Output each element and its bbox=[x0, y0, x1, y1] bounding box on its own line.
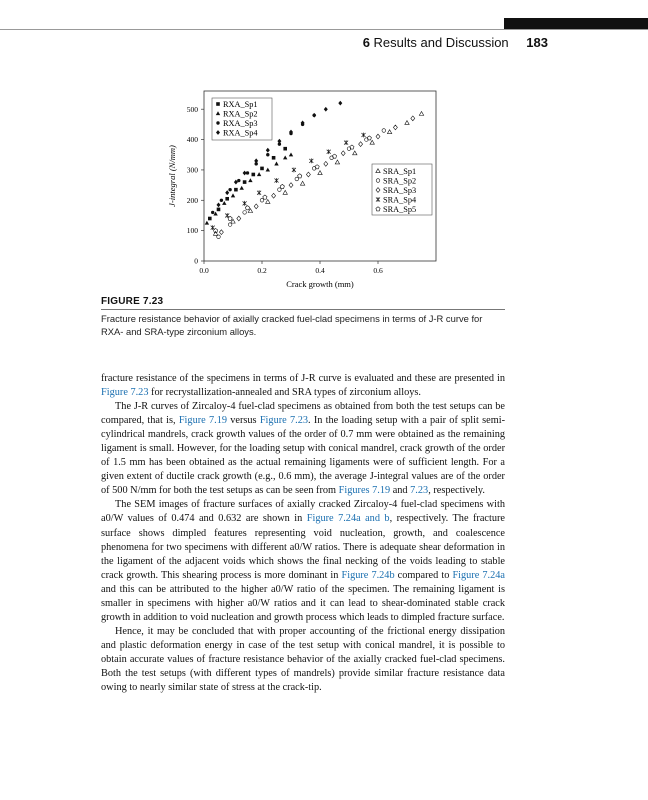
data-point bbox=[243, 201, 247, 206]
legend-entry-label: RXA_Sp4 bbox=[223, 128, 258, 138]
data-point bbox=[370, 140, 374, 144]
data-point bbox=[266, 153, 269, 156]
legend-entry-label: SRA_Sp3 bbox=[383, 185, 417, 195]
jr-curve-chart bbox=[140, 88, 450, 293]
data-point bbox=[306, 172, 310, 177]
data-point bbox=[248, 178, 252, 182]
paragraph-1 bbox=[101, 372, 505, 400]
data-point bbox=[283, 147, 287, 151]
figure-label: FIGURE 7.23 bbox=[101, 296, 164, 307]
data-point bbox=[289, 183, 293, 188]
data-point bbox=[324, 107, 328, 112]
data-point bbox=[411, 116, 415, 121]
data-point bbox=[289, 152, 293, 156]
legend-marker bbox=[216, 121, 219, 124]
legend-entry-label: RXA_Sp2 bbox=[223, 109, 258, 119]
data-point bbox=[335, 160, 339, 164]
figure-link[interactable]: Figure 7.23 bbox=[101, 387, 149, 399]
legend-sra bbox=[372, 164, 432, 215]
y-tick-label: 200 bbox=[186, 195, 198, 205]
data-point bbox=[240, 186, 244, 190]
text-run: and bbox=[390, 485, 411, 497]
figure-link[interactable]: Figure 7.24a and b bbox=[306, 513, 390, 525]
data-point bbox=[254, 158, 258, 163]
legend-marker bbox=[216, 102, 220, 106]
figure-link[interactable]: Figure 7.19 bbox=[178, 415, 227, 427]
y-tick-label: 500 bbox=[186, 104, 198, 114]
legend-entry-label: SRA_Sp4 bbox=[383, 195, 417, 205]
page-number: 183 bbox=[526, 35, 548, 50]
data-point bbox=[350, 145, 354, 149]
data-point bbox=[266, 148, 270, 153]
data-point bbox=[338, 101, 342, 106]
data-point bbox=[217, 208, 221, 212]
data-point bbox=[234, 188, 238, 192]
figure-link[interactable]: Figure 7.24a bbox=[452, 569, 505, 581]
data-point bbox=[419, 111, 423, 115]
data-point bbox=[219, 230, 223, 235]
y-axis-label: J-integral (N/mm) bbox=[167, 145, 177, 207]
data-point bbox=[272, 193, 276, 198]
figure-link[interactable]: 7.23 bbox=[410, 485, 429, 497]
data-point bbox=[254, 204, 258, 209]
data-point bbox=[225, 197, 229, 201]
data-point bbox=[318, 171, 322, 175]
x-tick-label: 0.2 bbox=[257, 266, 267, 275]
data-point bbox=[217, 235, 221, 239]
legend-entry-label: RXA_Sp1 bbox=[223, 99, 258, 109]
text-run: fracture resistance of the specimens in terms of J-R curve is evaluated and these are presented in bbox=[101, 373, 505, 384]
y-tick-label: 300 bbox=[186, 165, 198, 175]
y-tick-label: 400 bbox=[186, 135, 198, 145]
data-point bbox=[237, 216, 241, 221]
text-run: The J-R curves of Zircaloy-4 fuel-clad specimens as obtained from both the test setups can be compared, that is, bbox=[101, 401, 505, 427]
y-tick-label: 100 bbox=[186, 226, 198, 236]
body-text bbox=[101, 372, 505, 695]
data-point bbox=[205, 221, 209, 225]
data-point bbox=[327, 149, 331, 154]
data-point bbox=[300, 181, 304, 185]
data-point bbox=[393, 125, 397, 130]
figure-caption: Fracture resistance behavior of axially cracked fuel-clad specimens in terms of J-R curve for RXA- and SRA-type zirconium alloys. bbox=[101, 313, 483, 337]
legend-rxa bbox=[212, 98, 272, 140]
data-point bbox=[315, 165, 319, 169]
x-tick-label: 0.6 bbox=[373, 266, 383, 275]
x-tick-label: 0.0 bbox=[199, 266, 209, 275]
text-run: , respectively. bbox=[428, 485, 485, 497]
data-point bbox=[245, 206, 249, 210]
data-point bbox=[283, 190, 287, 194]
figure-rule bbox=[101, 309, 505, 310]
text-run: , respectively. The fracture surface shows dimpled features representing void nucleation, growth, and coalescence phenomena for two specimens with different a0/W ratios. There is adequate shear deformation in the ligament of the adjacent voids which shows the final necking of the voids leading to stable crack growth. This shearing process is more dominant in bbox=[101, 513, 505, 581]
running-header bbox=[0, 35, 548, 50]
data-point bbox=[257, 172, 261, 176]
paragraph-2 bbox=[101, 400, 505, 498]
x-tick-label: 0.4 bbox=[315, 266, 325, 275]
data-point bbox=[208, 217, 212, 221]
data-point bbox=[275, 178, 279, 183]
data-point bbox=[341, 151, 345, 156]
text-run: The SEM images of fracture surfaces of axially cracked Zircaloy-4 fuel-clad specimens with a0/W values of 0.474 and 0.632 are shown in bbox=[101, 499, 505, 525]
text-run: versus bbox=[227, 415, 260, 427]
figure-link[interactable]: Figure 7.24b bbox=[341, 569, 395, 581]
data-point bbox=[257, 190, 261, 195]
text-run: for recrystallization-annealed and SRA types of zirconium alloys. bbox=[148, 387, 421, 399]
legend-entry-label: SRA_Sp2 bbox=[383, 176, 417, 186]
data-point bbox=[344, 140, 348, 145]
data-point bbox=[231, 193, 235, 197]
data-point bbox=[359, 142, 363, 147]
text-run: and this can be attributed to the higher a0/W ratio of the specimen. The remaining ligament is smaller in specimens with higher a0/W ratios and it can lead to shear-dominated stable crack growth in addition to void nucleation and growth process which leads to dimpled fracture surface. bbox=[101, 583, 505, 623]
x-axis-label: Crack growth (mm) bbox=[286, 279, 354, 289]
data-point bbox=[211, 211, 214, 214]
data-point bbox=[228, 188, 231, 191]
data-point bbox=[243, 211, 247, 215]
chapter-title: Results and Discussion bbox=[373, 35, 509, 50]
data-point bbox=[274, 162, 278, 166]
data-point bbox=[217, 202, 221, 207]
data-point bbox=[387, 130, 391, 134]
text-run: . In the loading setup with a pair of split semi-cylindrical mandrels, crack growth values of the order of 0.7 mm were obtained as the remaining ligament is small. However, for the loading setup with conical mandrel, crack growth of the order of 1.5 mm has been obtained as the actual remaining ligaments were of sufficient length. For a given extent of ductile crack growth (e.g., 0.6 mm), the average J-integral values are of the order of 500 N/mm for both the test setups as can be seen from bbox=[101, 415, 505, 497]
data-point bbox=[309, 158, 313, 163]
data-point bbox=[362, 133, 366, 138]
y-tick-label: 0 bbox=[194, 256, 198, 266]
data-point bbox=[324, 161, 328, 166]
data-point bbox=[252, 173, 256, 177]
data-point bbox=[298, 174, 302, 178]
data-point bbox=[228, 223, 232, 227]
data-point bbox=[260, 167, 264, 171]
data-point bbox=[367, 136, 371, 140]
data-point bbox=[382, 129, 386, 133]
paragraph-3 bbox=[101, 498, 505, 624]
header-rule bbox=[0, 29, 648, 30]
legend-entry-label: SRA_Sp5 bbox=[383, 204, 417, 214]
data-point bbox=[263, 195, 267, 199]
data-point bbox=[225, 190, 229, 195]
data-point bbox=[243, 180, 247, 184]
y-axis-ticks bbox=[187, 105, 204, 266]
data-point bbox=[332, 154, 336, 158]
data-point bbox=[222, 201, 226, 205]
chapter-number: 6 bbox=[362, 35, 370, 50]
data-point bbox=[405, 121, 409, 125]
data-point bbox=[280, 184, 284, 188]
legend-entry-label: RXA_Sp3 bbox=[223, 118, 258, 128]
paragraph-4: Hence, it may be concluded that with proper accounting of the frictional energy dissipation and plastic deformation energy in case of the test setup with conical mandrel, it is possible to obtain accurate values of fracture resistance behavior of the axially cracked fuel-clad specimens. Both the test setups (with different types of mandrels) provide similar fracture resistance data owing to nearly similar state of stress at the crack-tip. bbox=[101, 625, 505, 694]
figure-link[interactable]: Figures 7.19 bbox=[338, 485, 391, 497]
data-point bbox=[312, 113, 316, 118]
data-point bbox=[376, 134, 380, 139]
data-point bbox=[283, 155, 287, 159]
text-run: compared to bbox=[394, 569, 453, 581]
data-point bbox=[272, 156, 276, 160]
figure-link[interactable]: Figure 7.23 bbox=[259, 415, 308, 427]
data-point bbox=[266, 200, 270, 204]
legend-entry-label: SRA_Sp1 bbox=[383, 166, 417, 176]
data-point bbox=[243, 171, 247, 176]
x-axis-ticks bbox=[199, 261, 383, 275]
data-point bbox=[266, 168, 270, 172]
data-point bbox=[277, 139, 281, 144]
data-point bbox=[292, 168, 296, 173]
data-point bbox=[220, 199, 223, 202]
data-point bbox=[353, 151, 357, 155]
